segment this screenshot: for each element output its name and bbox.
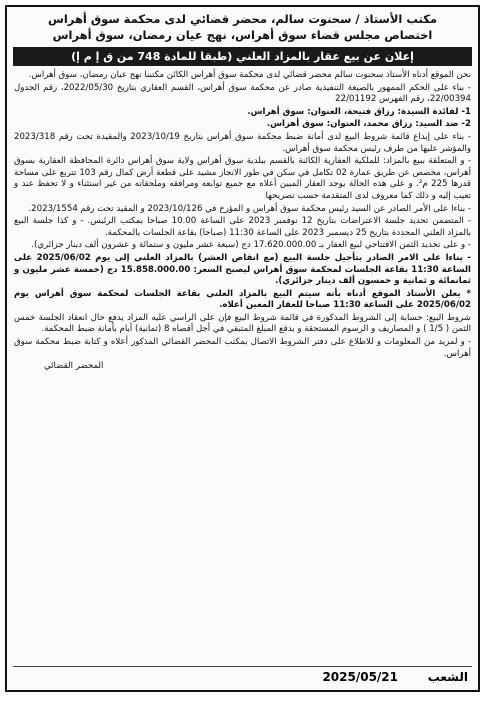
sale-notice-paragraph: * يعلن الأستاذ الموقع أدناه بأنه سيتم البيع بالمزاد العلني بقاعة الجلسات لمحكمة سوق أهراس يوم 2025/06/02 على الساعة 11:30 صباحا للعقار المعين أعلاه. — [14, 288, 471, 311]
office-header-line1: مكتب الأستاذ / سحنوت سالم، محضر قضائي لدى محكمة سوق أهراس — [47, 12, 438, 26]
announcement-title: إعلان عن بيع عقار بالمزاد العلني (طبقا للمادة 748 من ق إ م إ) — [13, 47, 472, 66]
announcement-page — [5, 5, 480, 692]
postponement-paragraph: - بناءا على الامر الصادر بتأجيل جلسة البيع (مع انقاص العشر) بالمزاد العلني إلى يوم 2025/06/02 على الساعة 11:30 بقاعة الجلسات لمحكمة سوق أهراس ليصبح السعر: 15.858.000.00 دج (خمسة عشر مليون و ثمانمائة و ثمانية و خمسون ألف دينار جزائري). — [14, 252, 472, 287]
publication-footer — [13, 666, 472, 687]
beneficiary-line: 1- لفائدة السيدة: رزاق فتيحة، العنوان: سوق أهراس. — [247, 106, 471, 117]
sessions-paragraph: - المتضمن تحديد جلسة الاعتراضات بتاريخ 12 نوفمبر 2023 على الساعة 10.00 صباحا بمكتب الرئيس. - و كذا جلسة البيع بالمزاد العلني المحددة بتاريخ 25 ديسمبر 2023 على الساعة 11:30 (صباحا) بقاعة الجلسات بالمحكمة. — [14, 216, 471, 238]
newspaper-name: الشعب — [427, 670, 468, 684]
publication-date: 2025/05/21 — [322, 670, 398, 684]
office-header-line2: اختصاص مجلس قضاء سوق أهراس، نهج عيان رمضان، سوق أهراس — [52, 28, 433, 42]
sale-conditions-paragraph: شروط البيع: حسابة إلى الشروط المذكورة في قائمة شروط البيع فإن على الراسي عليه المزاد يدفع حال انعقاد الجلسة خمس الثمن ( 1/5 ) و المصاريف و الرسوم المستحقة و يدفع المبلغ المتبقي في أجل أقصاه 8 (ثمانية) أيام بأمانة ضبط المحكمة. — [14, 312, 471, 335]
announcement-body — [7, 68, 478, 373]
intro-paragraph: نحن الموقع أدناه الأستاذ سحنوت سالم محضر قضائي لدى محكمة سوق أهراس الكائن مكتبنا نهج عيان رمضان، سوق أهراس. — [28, 70, 471, 80]
signature: المحضر القضائي — [44, 361, 104, 372]
conditions-deposit-paragraph: - بناء على إيداع قائمة شروط البيع لدى أمانة ضبط محكمة سوق أهراس بتاريخ 2023/10/19 والمقيدة تحت رقم 2023/318 والمؤشر عليها من طرف رئيس محكمة سوق أهراس. — [14, 131, 471, 154]
opening-price-paragraph: - و على تحديد الثمن الافتتاحي لبيع العقار بـ 17.620.000.00 دج (سبعة عشر مليون و ستمائة و عشرون ألف دينار جزائري). — [31, 240, 471, 251]
contact-paragraph: - و لمزيد من المعلومات و للاطلاع على دفتر الشروط الاتصال بمكتب المحضر القضائي المذكور أعلاه و كتابة ضبط محكمة سوق أهراس. — [14, 337, 471, 359]
defendant-line: 2- ضد السيد: رزاق محمد، العنوان: سوق أهراس. — [266, 119, 471, 130]
court-order-paragraph: - بناءا على الأمر الصادر عن السيد رئيس محكمة سوق أهراس و المؤرخ في 2023/10/126 و المقيد تحت رقم 2023/1554. — [28, 203, 471, 214]
judgment-paragraph: - بناء على الحكم الممهور بالصيغة التنفيذية صادر عن محكمة سوق أهراس، القسم العقاري بتاريخ 2022/05/30، رقم الجدول 22/00394، رقم الفهرس 22/01192 — [14, 82, 471, 105]
property-description-paragraph: - و المتعلقة ببيع بالمزاد: للملكية العقارية الكائنة بالقسم ببلدية سوق أهراس ولاية سوق أهراس دائرة المحافظة العقارية بسوق أهراس، مخصص عن طريق عمارة 02 تكامل في سكن في طور الانجاز مشيد على قطعة أرض كمال رقم 103 تتربع على مساحة قدرها 225 م². و على هذه الحالة يوجد العقار المبين أعلاه مع جميع توابعه ومرافقه وملحقاته من غير استثناء و لا تحفظ عند و تعيب إليه و ذلك كما معروف لدى المتقدمة حسب تصريحها — [14, 156, 471, 201]
